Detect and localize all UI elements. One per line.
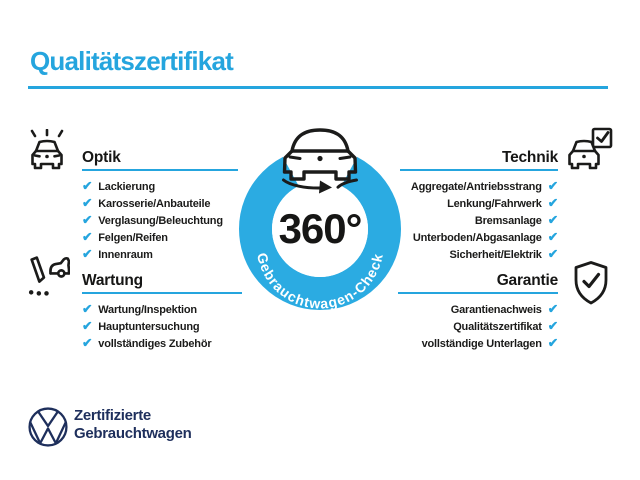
checklist-item-label: Wartung/Inspektion: [98, 304, 197, 316]
checklist-item-label: vollständiges Zubehör: [98, 338, 212, 350]
checklist-item-label: Hauptuntersuchung: [98, 321, 200, 333]
check-icon: ✔: [547, 336, 558, 350]
check-icon: ✔: [547, 230, 558, 244]
checklist-item: [82, 246, 223, 263]
check-icon: ✔: [82, 213, 93, 227]
garantie-checklist: [422, 301, 558, 352]
checklist-item: [411, 178, 558, 195]
checklist-item-label: Bremsanlage: [474, 215, 542, 227]
checklist-item: [422, 335, 558, 352]
wartung-checklist: [82, 301, 211, 352]
checklist-item-label: Garantienachweis: [450, 304, 542, 316]
check-icon: ✔: [82, 336, 93, 350]
checklist-item-label: Lenkung/Fahrwerk: [447, 198, 542, 210]
checklist-item: [453, 318, 558, 335]
section-title-technik: Technik: [501, 149, 558, 166]
check-icon: ✔: [82, 179, 93, 193]
vw-logo: [27, 406, 69, 448]
technik-divider: [400, 169, 558, 171]
check-icon: ✔: [547, 213, 558, 227]
checklist-item: [82, 178, 223, 195]
checklist-item-label: Qualitätszertifikat: [453, 321, 542, 333]
checklist-item-label: Innenraum: [98, 249, 153, 261]
checklist-item-label: vollständige Unterlagen: [421, 338, 542, 350]
checklist-item: [82, 229, 223, 246]
check-icon: ✔: [547, 247, 558, 261]
ring-label-text: Gebrauchtwagen-Check: [253, 251, 386, 312]
service-checklist-icon: [23, 253, 70, 300]
optik-divider: [82, 169, 238, 171]
section-title-wartung: Wartung: [82, 272, 143, 289]
check-icon: ✔: [82, 302, 93, 316]
checklist-item: [475, 212, 558, 229]
checklist-item-label: Verglasung/Beleuchtung: [98, 215, 223, 227]
shield-check-icon: [571, 258, 611, 308]
brand-line2: Gebrauchtwagen: [74, 425, 192, 442]
check-icon: ✔: [547, 179, 558, 193]
car-checkbox-icon: [566, 127, 616, 173]
checklist-item-label: Felgen/Reifen: [98, 232, 168, 244]
checklist-item: [82, 335, 211, 352]
checklist-item-label: Karosserie/Anbauteile: [98, 198, 211, 210]
checklist-item-label: Aggregate/Antriebsstrang: [410, 181, 542, 193]
page-title: Qualitätszertifikat: [30, 46, 233, 77]
checklist-item: [447, 195, 558, 212]
brand-line1: Zertifizierte: [74, 407, 151, 424]
degree-label: 360°: [278, 205, 362, 252]
checklist-item: [82, 195, 223, 212]
optik-checklist: [82, 178, 223, 263]
checklist-item: [450, 246, 558, 263]
check-icon: ✔: [82, 247, 93, 261]
check-icon: ✔: [82, 319, 93, 333]
check-icon: ✔: [547, 319, 558, 333]
brand-wordmark: [74, 407, 192, 443]
gebrauchtwagen-check-badge: [220, 119, 420, 331]
checklist-item: [82, 301, 211, 318]
checklist-item: [82, 212, 223, 229]
checklist-item-label: Unterboden/Abgasanlage: [412, 232, 542, 244]
shiny-car-icon: [25, 129, 69, 173]
section-title-optik: Optik: [82, 149, 121, 166]
header-divider: [28, 86, 608, 89]
technik-checklist: [411, 178, 558, 263]
checklist-item-label: Sicherheit/Elektrik: [449, 249, 542, 261]
wartung-divider: [82, 292, 242, 294]
checklist-item: [413, 229, 558, 246]
check-icon: ✔: [547, 302, 558, 316]
check-icon: ✔: [547, 196, 558, 210]
garantie-divider: [398, 292, 558, 294]
section-title-garantie: Garantie: [496, 272, 558, 289]
check-icon: ✔: [82, 230, 93, 244]
checklist-item: [82, 318, 211, 335]
checklist-item-label: Lackierung: [98, 181, 155, 193]
check-icon: ✔: [82, 196, 93, 210]
checklist-item: [451, 301, 558, 318]
